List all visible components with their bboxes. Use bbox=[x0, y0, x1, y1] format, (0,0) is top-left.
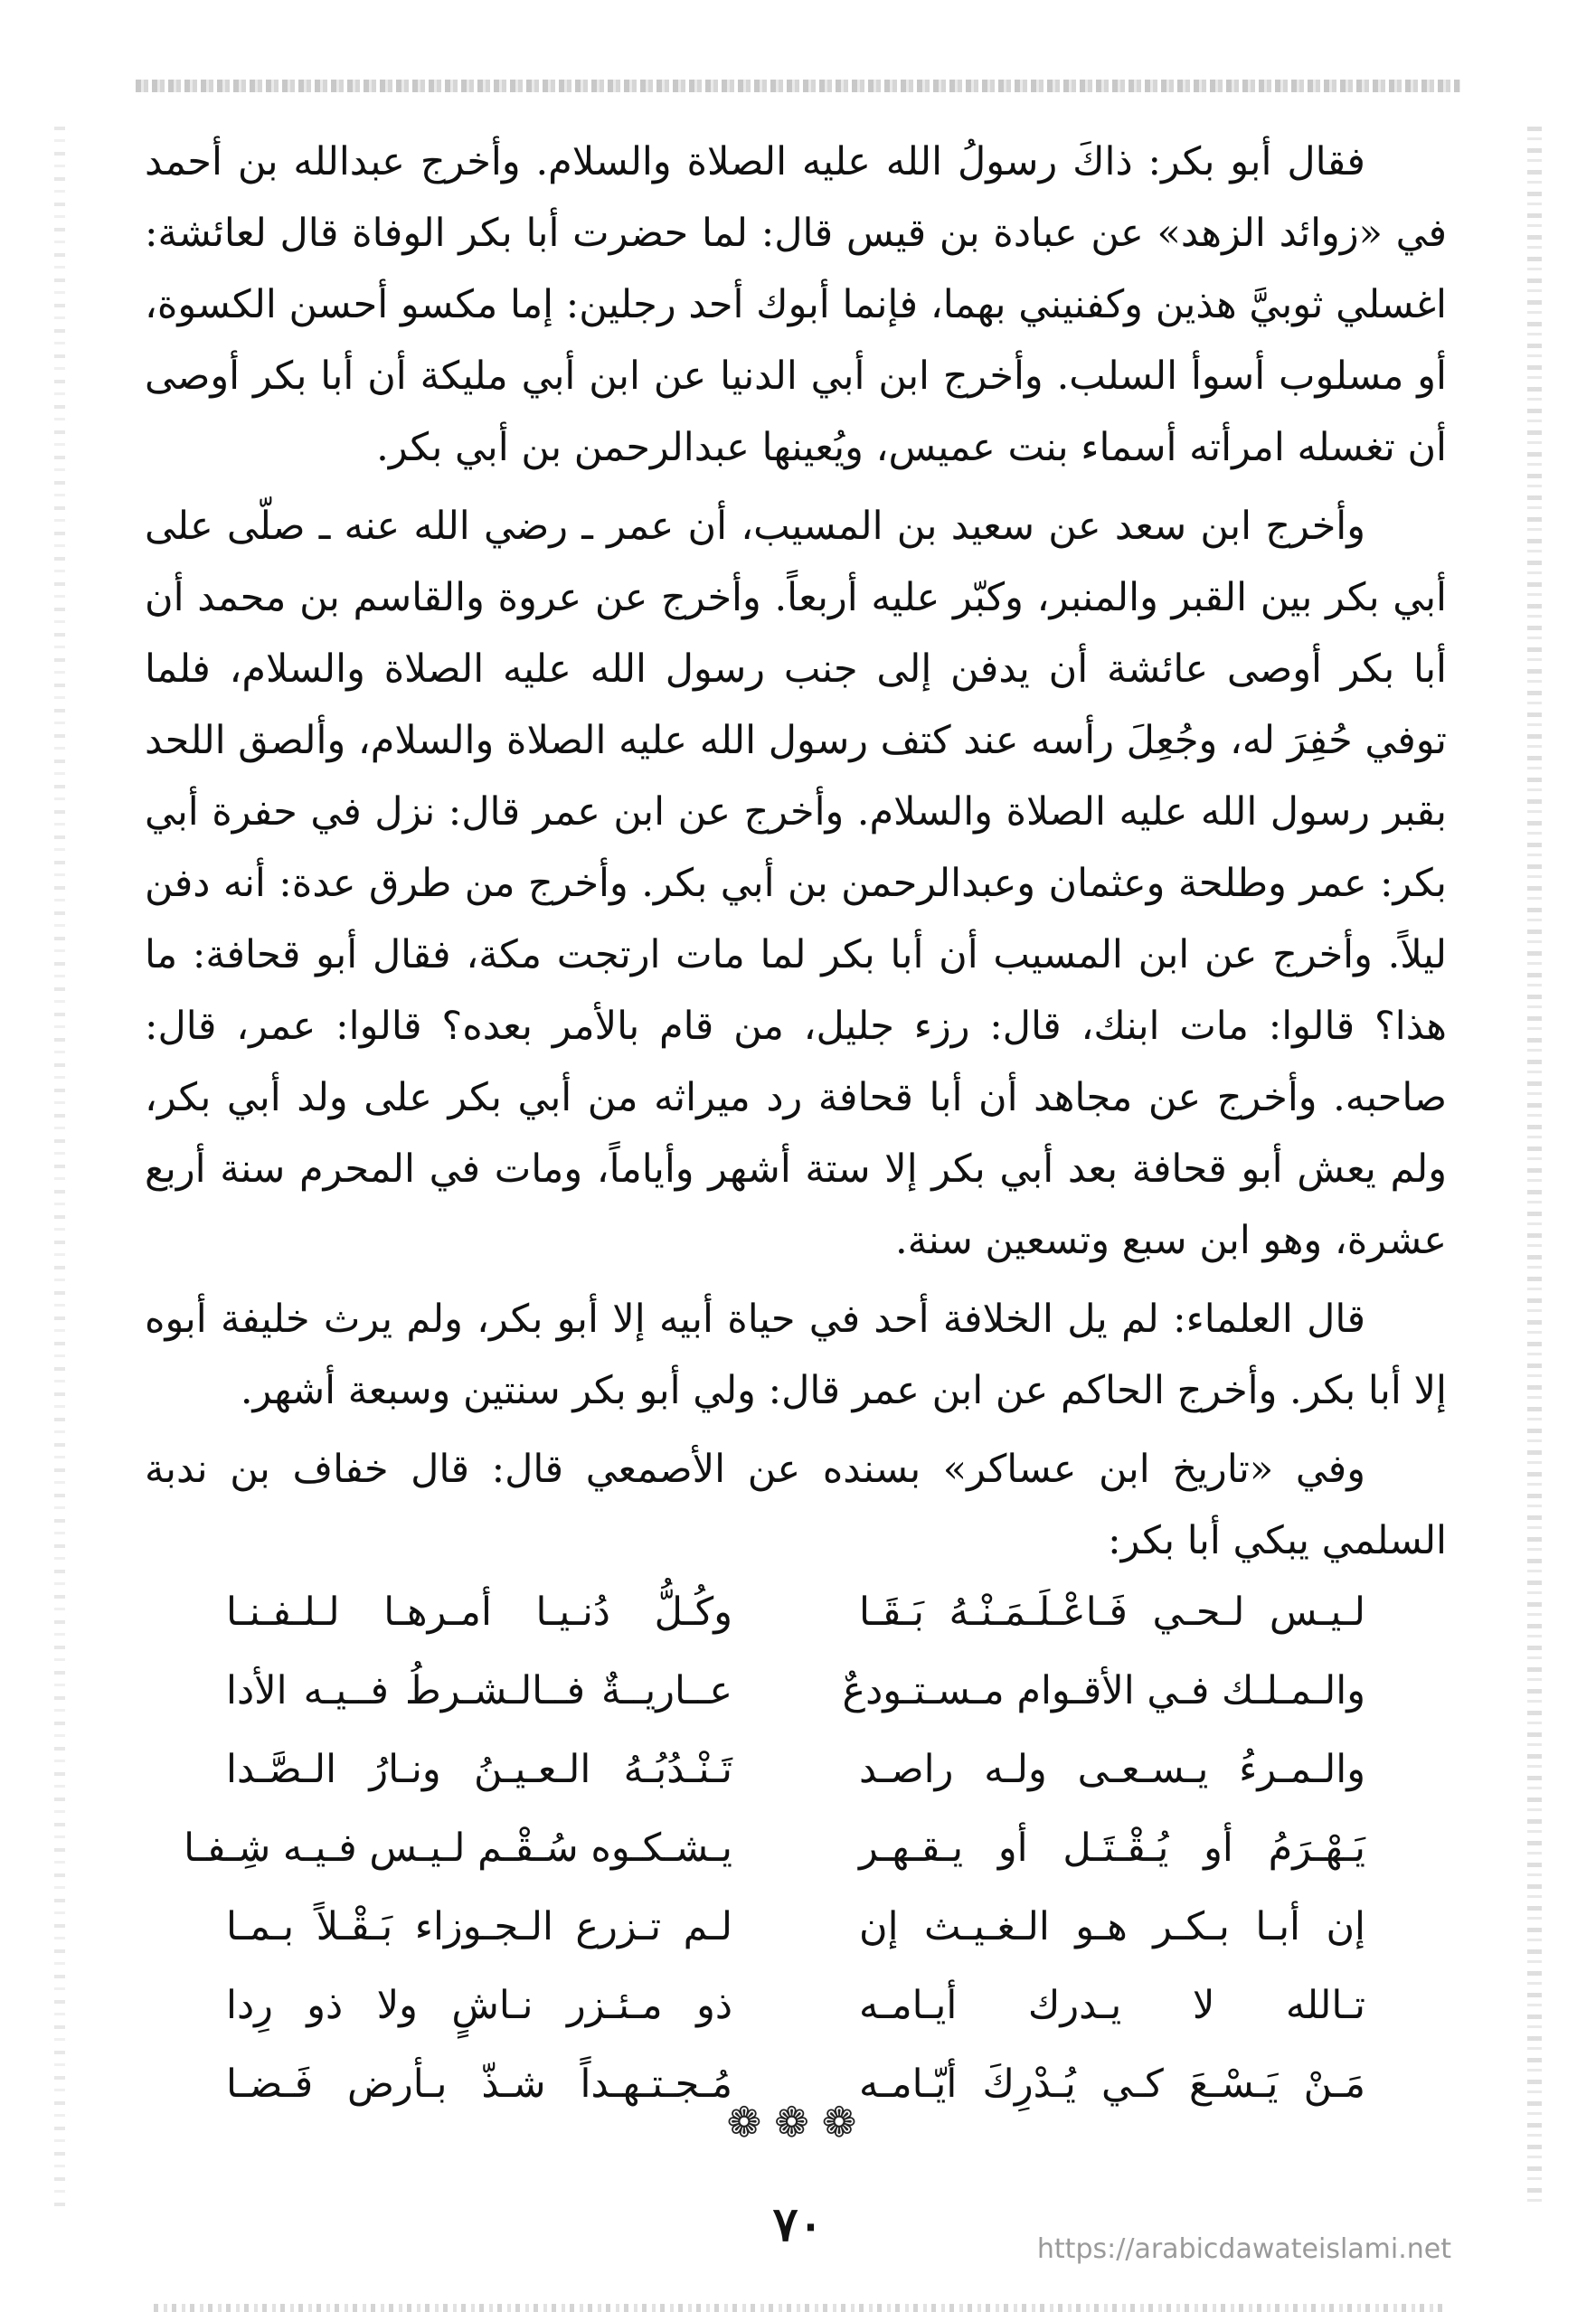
body-text bbox=[145, 127, 1447, 1577]
paragraph: وأخرج ابن سعد عن سعيد بن المسيب، أن عمر ـ رضي الله عنه ـ صلّى على أبي بكر بين القبر والمنبر، وكبّر عليه أربعاً. وأخرج عن عروة والقاسم بن محمد أن أبا بكر أوصى عائشة أن يدفن إلى جنب رسول الله عليه الصلاة والسلام، فلما توفي حُفِرَ له، وجُعِلَ رأسه عند كتف رسول الله عليه الصلاة والسلام، وألصق اللحد بقبر رسول الله عليه الصلاة والسلام. وأخرج عن ابن عمر قال: نزل في حفرة أبي بكر: عمر وطلحة وعثمان وعبدالرحمن بن أبي بكر. وأخرج من طرق عدة: أنه دفن ليلاً. وأخرج عن ابن المسيب أن أبا بكر لما مات ارتجت مكة، فقال أبو قحافة: ما هذا؟ قالوا: مات ابنك، قال: رزء جليل، من قام بالأمر بعده؟ قالوا: عمر، قال: صاحبه. وأخرج عن مجاهد أن أبا قحافة رد ميراثه من أبي بكر على ولد أبي بكر، ولم يعش أبو قحافة بعد أبي بكر إلا ستة أشهر وأياماً، ومات في المحرم سنة أربع عشرة، وهو ابن سبع وتسعين سنة. bbox=[145, 504, 1447, 1263]
verse-second-hemistich: لـم تـزرع الـجـوزاء بَـقْـلاً بـمـا bbox=[226, 1904, 732, 1949]
verse-second-hemistich: تَـنْـدُبُـهُ الـعـيـنُ ونـارُ الـصَّـدا bbox=[226, 1747, 732, 1792]
verse-first-hemistich: والـمـرءُ يـسـعـى ولـه راصـد bbox=[859, 1747, 1365, 1792]
poem-verse bbox=[226, 1888, 1365, 1967]
verse-second-hemistich: يـشـكـوه سُـقْـم لـيـس فـيـه شِـفـا bbox=[184, 1826, 732, 1871]
verse-first-hemistich: لـيـس لـحـي فَـاعْـلَـمَـنْـهُ بَـقَـا bbox=[859, 1590, 1365, 1635]
verse-second-hemistich: عــاريــةٌ فــالـشـرطُ فــيـه الأدا bbox=[226, 1668, 732, 1713]
verse-first-hemistich: تـالله لا يـدرك أيـامـه bbox=[859, 1983, 1365, 2028]
scan-noise-bottom bbox=[154, 2304, 1442, 2312]
verse-first-hemistich: إن أبـا بـكـر هـو الـغـيـث إن bbox=[859, 1904, 1365, 1949]
ornament-divider: ❁❁❁ bbox=[726, 2098, 870, 2147]
paragraph: قال العلماء: لم يل الخلافة أحد في حياة أبيه إلا أبو بكر، ولم يرث خليفة أبوه إلا أبا بكر. وأخرج الحاكم عن ابن عمر قال: ولي أبو بكر سنتين وسبعة أشهر. bbox=[145, 1297, 1447, 1413]
verse-first-hemistich: يَـهْـرَمُ أو يُـقْـتَـل أو يـقـهـر bbox=[859, 1826, 1365, 1871]
poem-verse bbox=[226, 1967, 1365, 2045]
paragraph: وفي «تاريخ ابن عساكر» بسنده عن الأصمعي قال: قال خفاف بن ندبة السلمي يبكي أبا بكر: bbox=[145, 1447, 1447, 1563]
scan-noise-right bbox=[1527, 127, 1542, 2206]
verse-second-hemistich: وكُـلُّ دُنـيـا أمـرهـا لـلـفـنـا bbox=[226, 1590, 732, 1635]
verse-second-hemistich: ذو مـئـزر نـاشٍ ولا ذو رِدا bbox=[226, 1983, 732, 2028]
poem-verse bbox=[226, 1652, 1365, 1731]
verse-second-hemistich: مُـجـتـهـداً شـذّ بـأرض فَـضـا bbox=[226, 2062, 732, 2107]
page-number: ٧٠ bbox=[772, 2197, 824, 2252]
watermark-url: https://arabicdawateislami.net bbox=[1036, 2233, 1451, 2265]
paragraph: فقال أبو بكر: ذاكَ رسولُ الله عليه الصلاة والسلام. وأخرج عبدالله بن أحمد في «زوائد الزهد» عن عبادة بن قيس قال: لما حضرت أبا بكر الوفاة قال لعائشة: اغسلي ثوبيَّ هذين وكفنيني بهما، فإنما أبوك أحد رجلين: إما مكسو أحسن الكسوة، أو مسلوب أسوأ السلب. وأخرج ابن أبي الدنيا عن ابن أبي مليكة أن أبا بكر أوصى أن تغسله امرأته أسماء بنت عميس، ويُعينها عبدالرحمن بن أبي بكر. bbox=[145, 139, 1447, 470]
poem-verse bbox=[184, 1809, 1365, 1888]
scan-noise-top bbox=[136, 80, 1460, 92]
verse-first-hemistich: مَـنْ يَـسْـعَ كـي يُـدْرِكَ أيّـامـه bbox=[859, 2062, 1365, 2107]
poem-verse bbox=[226, 1573, 1365, 1652]
verse-first-hemistich: والـمـلـك فـي الأقـوام مـسـتـودعٌ bbox=[842, 1668, 1365, 1713]
scan-noise-left bbox=[54, 127, 65, 2206]
poem bbox=[184, 1573, 1365, 2124]
poem-verse bbox=[226, 1731, 1365, 1809]
